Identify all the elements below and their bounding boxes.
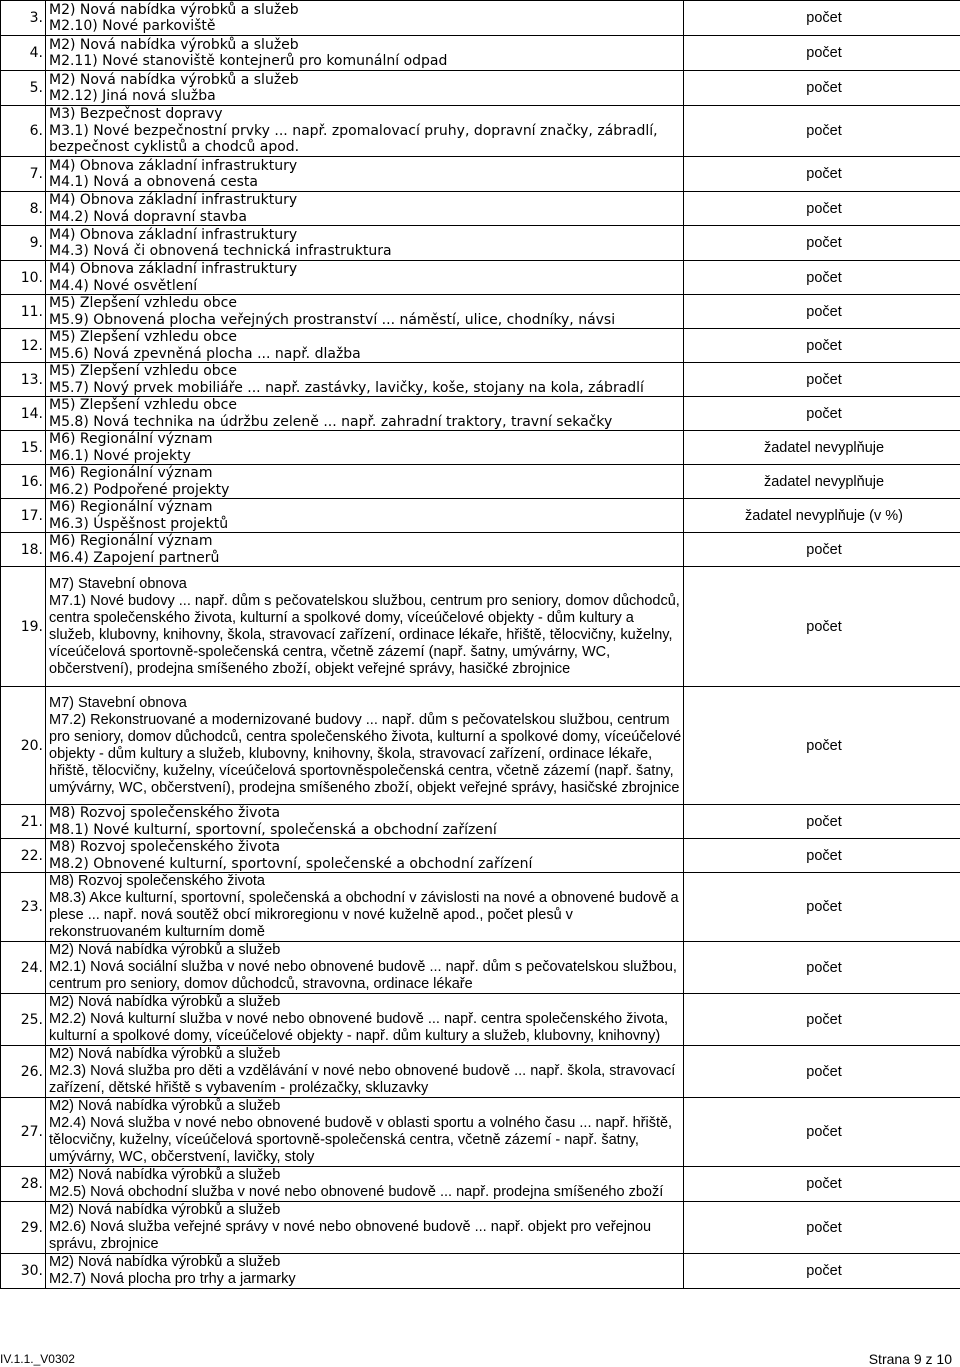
measure-heading: M7) Stavební obnova [49,575,187,592]
measure-heading: M3) Bezpečnost dopravy [49,106,223,123]
indicator-description [46,71,684,106]
indicator-name: M2.12) Jiná nová služba [49,88,216,104]
indicator-description [46,1,684,36]
measure-unit: počet [684,994,960,1046]
indicator-name: M4.3) Nová či obnovená technická infrastruktura [49,243,392,259]
measure-heading: M2) Nová nabídka výrobků a služeb [49,71,299,88]
indicator-name: M6.4) Zapojení partnerů [49,549,220,566]
measure-unit: počet [684,805,960,839]
measure-heading: M6) Regionální význam [49,465,213,482]
indicator-description [46,261,684,295]
indicator-description [46,687,684,805]
indicator-description [46,192,684,226]
row-number: 22. [1,839,46,873]
table-row [1,873,960,942]
row-number: 3. [1,1,46,36]
measure-unit: počet [684,687,960,805]
measure-unit: počet [684,397,960,431]
indicator-description [46,805,684,839]
table-row [1,499,960,533]
table-row [1,36,960,71]
table-row [1,1098,960,1167]
indicator-name: M5.7) Nový prvek mobiliáře ... např. zastávky, lavičky, koše, stojany na kola, zábradlí [49,379,644,396]
measure-unit: počet [684,1,960,36]
row-number: 13. [1,363,46,397]
indicator-name: M7.2) Rekonstruované a modernizované budovy ... např. dům s pečovatelskou službou, centrum pro seniory, domov důchodců, centra společenského života, kulturní a spolkové domy, víceúčelové objekty - dům kultury a služeb, klubovny, knihovny, škola, stravovací zařízení, ordinace lékaře, hřiště, tělocvičny, kuželny, víceúčelová sportovněspolečenská centra, včetně zázemí (např. šatny, umývárny, WC, občerstvení), prodejna smíšeného zboží, objekt veřejné správy, hasičské zbrojnice [49,711,682,796]
row-number: 8. [1,192,46,226]
indicator-name: M8.1) Nové kulturní, sportovní, společenská a obchodní zařízení [49,821,497,838]
measure-unit: žadatel nevyplňuje [684,465,960,499]
row-number: 28. [1,1167,46,1202]
row-number: 25. [1,994,46,1046]
row-number: 16. [1,465,46,499]
indicator-name: M2.11) Nové stanoviště kontejnerů pro komunální odpad [49,53,448,69]
measure-unit: počet [684,106,960,157]
indicator-name: M5.9) Obnovená plocha veřejných prostranství ... náměstí, ulice, chodníky, návsi [49,311,616,328]
measure-unit: počet [684,36,960,71]
table-row [1,226,960,261]
measure-heading: M2) Nová nabídka výrobků a služeb [49,1254,281,1270]
table-row [1,465,960,499]
indicator-description [46,942,684,994]
indicator-description [46,1098,684,1167]
measure-heading: M7) Stavební obnova [49,694,187,711]
row-number: 27. [1,1098,46,1167]
measure-heading: M2) Nová nabídka výrobků a služeb [49,994,281,1010]
measure-heading: M4) Obnova základní infrastruktury [49,261,298,278]
table-row [1,1254,960,1289]
measure-unit: počet [684,71,960,106]
table-row [1,1167,960,1202]
indicator-name: M6.2) Podpořené projekty [49,481,230,498]
row-number: 7. [1,157,46,192]
measure-heading: M5) Zlepšení vzhledu obce [49,295,237,312]
measure-heading: M2) Nová nabídka výrobků a služeb [49,1167,281,1183]
indicator-description [46,106,684,157]
table-row [1,533,960,567]
indicator-name: M8.2) Obnovené kulturní, sportovní, společenské a obchodní zařízení [49,855,533,872]
indicator-description [46,873,684,942]
row-number: 21. [1,805,46,839]
table-row [1,363,960,397]
table-row [1,397,960,431]
indicator-table-body [1,1,960,1289]
measure-unit: žadatel nevyplňuje [684,431,960,465]
measure-heading: M4) Obnova základní infrastruktury [49,192,298,209]
table-row [1,192,960,226]
measure-heading: M6) Regionální význam [49,533,213,550]
indicator-description [46,839,684,873]
table-row [1,1,960,36]
measure-unit: počet [684,192,960,226]
indicator-description [46,363,684,397]
indicator-description [46,329,684,363]
indicator-name: M2.1) Nová sociální služba v nové nebo obnovené budově ... např. dům s pečovatelskou službou, centrum pro seniory, domov důchodců, stravovna, ordinace lékaře [49,959,677,992]
measure-unit: žadatel nevyplňuje (v %) [684,499,960,533]
indicator-name: M3.1) Nové bezpečnostní prvky ... např. zpomalovací pruhy, dopravní značky, zábradlí, [49,122,658,139]
indicator-description [46,397,684,431]
row-number: 23. [1,873,46,942]
table-row [1,567,960,687]
table-row [1,805,960,839]
measure-unit: počet [684,157,960,192]
measure-heading: M8) Rozvoj společenského života [49,839,281,856]
indicator-name: M2.6) Nová služba veřejné správy v nové nebo obnovené budově ... např. objekt pro veřejnou správu, zbrojnice [49,1219,652,1252]
row-number: 24. [1,942,46,994]
measure-unit: počet [684,295,960,329]
indicator-name: M5.6) Nová zpevněná plocha ... např. dlažba [49,345,361,362]
measure-heading: M5) Zlepšení vzhledu obce [49,363,237,380]
measure-unit: počet [684,1046,960,1098]
indicator-description [46,994,684,1046]
measure-heading: M5) Zlepšení vzhledu obce [49,329,237,346]
measure-heading: M2) Nová nabídka výrobků a služeb [49,1,299,18]
row-number: 4. [1,36,46,71]
table-row [1,431,960,465]
measure-heading: M4) Obnova základní infrastruktury [49,226,298,243]
indicator-name: M2.7) Nová plocha pro trhy a jarmarky [49,1271,296,1287]
row-number: 10. [1,261,46,295]
row-number: 11. [1,295,46,329]
indicator-name: M8.3) Akce kulturní, sportovní, společenská a obchodní v závislosti na nové a obnovené budově a plese ... např. nová soutěž obcí mikroregionu v nové kuželně apod., počet plesů v rekonstruovaném kulturním domě [49,890,679,940]
row-number: 20. [1,687,46,805]
indicator-description [46,533,684,567]
measure-heading: M2) Nová nabídka výrobků a služeb [49,1098,281,1114]
row-number: 12. [1,329,46,363]
row-number: 9. [1,226,46,261]
measure-heading: M8) Rozvoj společenského života [49,805,281,822]
measure-heading: M2) Nová nabídka výrobků a služeb [49,36,299,53]
measure-heading: M5) Zlepšení vzhledu obce [49,397,237,414]
measure-unit: počet [684,363,960,397]
measure-unit: počet [684,329,960,363]
measure-unit: počet [684,1098,960,1167]
row-number: 6. [1,106,46,157]
table-row [1,839,960,873]
measure-heading: M2) Nová nabídka výrobků a služeb [49,942,281,958]
table-row [1,329,960,363]
indicator-name: M2.3) Nová služba pro děti a vzdělávání v nové nebo obnovené budově ... např. škola, stravovací zařízení, dětské hřiště s vybavením - prolézačky, skluzavky [49,1063,676,1096]
table-row [1,994,960,1046]
measure-unit: počet [684,1167,960,1202]
measure-unit: počet [684,873,960,942]
measure-unit: počet [684,567,960,687]
measure-unit: počet [684,1254,960,1289]
indicator-name: M2.5) Nová obchodní služba v nové nebo obnovené budově ... např. prodejna smíšeného zboží [49,1184,664,1200]
indicator-description [46,1202,684,1254]
indicator-description [46,1167,684,1202]
measure-unit: počet [684,1202,960,1254]
table-row [1,261,960,295]
indicator-description [46,1254,684,1289]
measure-unit: počet [684,839,960,873]
measure-unit: počet [684,261,960,295]
table-row [1,942,960,994]
measure-heading: M8) Rozvoj společenského života [49,873,265,889]
indicator-description [46,465,684,499]
table-row [1,1046,960,1098]
indicator-name: M7.1) Nové budovy ... např. dům s pečovatelskou službou, centrum pro seniory, domov důchodců, centra společenského života, kulturní a spolkové domy, víceúčelové objekty - dům kultury a služeb, klubovny, knihovny, škola, stravovací zařízení, ordinace lékaře, hřiště, tělocvičny, kuželny, víceúčelová sportovně-společenská centra, včetně zázemí (např. šatny, umývárny, WC, občerstvení), prodejna smíšeného zboží, objekt veřejné správy, hasičké zbrojnice [49,592,680,677]
measure-unit: počet [684,533,960,567]
table-row [1,687,960,805]
indicator-description [46,1046,684,1098]
document-code: IV.1.1._V0302 [0,1352,75,1366]
indicator-name: M6.1) Nové projekty [49,447,191,464]
page-footer [0,1348,958,1367]
row-number: 14. [1,397,46,431]
measure-heading: M4) Obnova základní infrastruktury [49,157,298,174]
measure-unit: počet [684,942,960,994]
indicator-description [46,499,684,533]
table-row [1,157,960,192]
measure-unit: počet [684,226,960,261]
indicator-name: M2.2) Nová kulturní služba v nové nebo obnovené budově ... např. centra společenského života, kulturní a spolkové domy, víceúčelové objekty - např. dům kultury a služeb, klubovny, knihovny) [49,1011,669,1044]
indicator-name: M5.8) Nová technika na údržbu zeleně ... např. zahradní traktory, travní sekačky [49,413,613,430]
row-number: 19. [1,567,46,687]
indicator-description [46,226,684,261]
indicator-name: M2.4) Nová služba v nové nebo obnovené budově v oblasti sportu a volného času ... např. hřiště, tělocvičny, kuželny, víceúčelová sportovně-společenská centra, včetně zázemí - např. šatny, umývárny, WC, občerstvení, lavičky, stoly [49,1115,673,1165]
row-number: 17. [1,499,46,533]
indicator-name: M4.2) Nová dopravní stavba [49,208,247,225]
indicator-name: M2.10) Nové parkoviště [49,18,216,34]
indicator-description [46,157,684,192]
table-row [1,71,960,106]
row-number: 15. [1,431,46,465]
measure-heading: M6) Regionální význam [49,499,213,516]
row-number: 29. [1,1202,46,1254]
measure-heading: M2) Nová nabídka výrobků a služeb [49,1202,281,1218]
table-row [1,1202,960,1254]
measure-heading: M6) Regionální význam [49,431,213,448]
row-number: 18. [1,533,46,567]
page-number: Strana 9 z 10 [868,1351,952,1367]
indicator-name: M6.3) Úspěšnost projektů [49,515,229,532]
table-row [1,106,960,157]
indicator-description [46,431,684,465]
row-number: 5. [1,71,46,106]
table-row [1,295,960,329]
indicator-description [46,295,684,329]
indicator-name: M4.1) Nová a obnovená cesta [49,174,259,190]
indicator-description [46,36,684,71]
indicator-name: M4.4) Nové osvětlení [49,277,198,294]
measure-heading: M2) Nová nabídka výrobků a služeb [49,1046,281,1062]
row-number: 26. [1,1046,46,1098]
indicator-name: bezpečnost cyklistů a chodců apod. [49,139,300,156]
indicator-description [46,567,684,687]
row-number: 30. [1,1254,46,1289]
